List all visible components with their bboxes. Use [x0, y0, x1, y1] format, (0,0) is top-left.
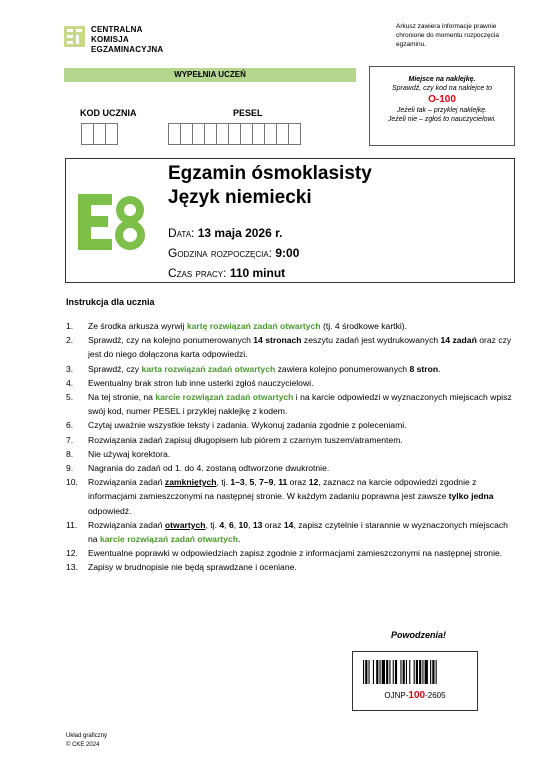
- footer-copyright: © CKE 2024: [66, 742, 100, 748]
- task-number: 6: [228, 519, 234, 530]
- exam-start-label: Godzina rozpoczęcia:: [168, 246, 273, 260]
- student-code-box[interactable]: [105, 123, 118, 145]
- barcode-number: 100: [408, 690, 426, 701]
- instruction-text: ,: [244, 477, 250, 488]
- footer-layout-credit: Układ graficzny: [66, 733, 108, 739]
- instruction-highlight: karcie rozwiązań zadań otwartych: [99, 534, 238, 545]
- instruction-item: [66, 418, 516, 432]
- instruction-number: 4.: [66, 377, 74, 388]
- sticker-code: O-100: [428, 94, 456, 105]
- instruction-item: [66, 390, 516, 418]
- student-code-field[interactable]: [81, 123, 117, 145]
- instruction-text: i na karcie odpowiedzi w wyznaczonych miejscach wpisz swój kod, numer PESEL i przyklej naklejkę z kodem.: [88, 392, 512, 417]
- instruction-text: , tj.: [216, 477, 231, 488]
- barcode-icon: [363, 660, 467, 684]
- logo-line-2: KOMISJA: [91, 35, 129, 44]
- sticker-title: Miejsce na naklejkę.: [408, 76, 476, 83]
- exam-title: Egzamin ósmoklasisty: [168, 163, 372, 184]
- instruction-text: Ewentualne poprawki w odpowiedziach zapisz zgodnie z informacjami zamieszczonymi na następnej stronie.: [88, 548, 503, 559]
- legal-notice: Arkusz zawiera informacje prawnie chronione do momentu rozpoczęcia egzaminu.: [396, 23, 499, 48]
- instruction-bold: 14 stronach: [253, 335, 302, 346]
- barcode-stripe: [369, 660, 370, 684]
- barcode-stripe: [400, 660, 401, 684]
- exam-subject: Język niemiecki: [168, 187, 312, 208]
- sticker-area[interactable]: [369, 66, 515, 146]
- barcode-stripe: [414, 660, 415, 684]
- barcode-stripe: [436, 660, 437, 684]
- instruction-item: [66, 376, 516, 390]
- instruction-text: Czytaj uważnie wszystkie teksty i zadania. Wykonuj zadania zgodnie z poleceniami.: [88, 420, 407, 431]
- instructions-title: Instrukcja dla ucznia: [66, 297, 155, 307]
- pesel-box[interactable]: [288, 123, 301, 145]
- exam-duration-value: 110 minut: [229, 266, 286, 280]
- instruction-text: oraz: [262, 519, 284, 530]
- instruction-highlight: karcie rozwiązań zadań otwartych: [155, 392, 294, 403]
- barcode-stripe: [416, 660, 418, 684]
- instruction-number: 9.: [66, 463, 74, 474]
- instruction-item: 11. Rozwiązania zadań otwartych, tj. 4, 6, 10, 13 oraz 14, zapisz czytelnie i starannie w wyznaczonych miejscach na karcie rozwiązań zadań otwartych.: [66, 519, 508, 545]
- instruction-text: , zaznacz na karcie odpowiedzi zgodnie z informacjami zamieszczonymi na następnej stronie. W każdym zadaniu poprawna jest zawsze: [88, 477, 477, 502]
- instruction-highlight: kartę rozwiązań zadań otwartych: [186, 321, 321, 331]
- task-number: 7–9: [259, 477, 274, 488]
- exam-start-value: 9:00: [275, 246, 300, 260]
- logo-line-3: EGZAMINACYJNA: [91, 45, 164, 54]
- instruction-text: Ze środka arkusza wyrwij: [88, 321, 187, 331]
- barcode-stripe: [380, 660, 381, 684]
- instruction-text: Rozwiązania zadań: [88, 519, 165, 530]
- instruction-text: ,: [224, 519, 229, 530]
- instruction-item: [66, 433, 516, 447]
- exam-date-label: Data:: [168, 226, 195, 240]
- instruction-item: [66, 546, 516, 560]
- instruction-number: 2.: [66, 335, 74, 346]
- barcode-stripe: [419, 660, 421, 684]
- barcode-stripe: [409, 660, 410, 684]
- instruction-text: Nie używaj korektora.: [88, 448, 171, 459]
- exam-date-value: 13 maja 2026 r.: [197, 226, 283, 240]
- pesel-field[interactable]: [168, 123, 300, 145]
- instruction-text: Nagrania do zadań od 1. do 4. zostaną odtworzone dwukrotnie.: [88, 463, 330, 474]
- barcode-stripe: [373, 660, 374, 684]
- barcode-stripe: [365, 660, 367, 684]
- sticker-no-text: Jeżeli nie – zgłoś to nauczycielowi.: [387, 116, 497, 123]
- instruction-underline: zamkniętych: [164, 477, 217, 488]
- barcode-suffix: -2605: [425, 691, 446, 700]
- instruction-text: (tj. 4 środkowe kartki).: [320, 321, 408, 331]
- instruction-text: Zapisy w brudnopisie nie będą sprawdzane i oceniane.: [88, 562, 297, 573]
- instruction-text: ,: [248, 519, 253, 530]
- sticker-yes-text: Jeżeli tak – przyklej naklejkę.: [396, 107, 488, 114]
- instruction-item: [66, 560, 516, 574]
- instruction-number: 13.: [66, 562, 78, 573]
- instruction-bold: 14 zadań: [440, 335, 477, 346]
- task-number: 14: [283, 519, 294, 530]
- instruction-text: Ewentualny brak stron lub inne usterki zgłoś nauczycielowi.: [88, 377, 314, 388]
- task-number: 1–3: [230, 477, 245, 488]
- instruction-number: 1.: [66, 321, 74, 331]
- barcode-stripe: [376, 660, 378, 684]
- task-number: 4: [219, 519, 225, 530]
- barcode-stripe: [422, 660, 423, 684]
- barcode-stripe: [430, 660, 431, 684]
- instruction-underline: otwartych: [164, 519, 206, 530]
- barcode-stripe: [382, 660, 385, 684]
- cke-logo: [64, 25, 194, 55]
- good-luck-text: Powodzenia!: [391, 630, 447, 640]
- instruction-text: Na tej stronie, na: [88, 392, 156, 403]
- instruction-text: oraz czy jest do niego dołączona karta odpowiedzi.: [88, 335, 512, 360]
- task-number: 11: [278, 477, 288, 488]
- exam-date: [168, 225, 282, 241]
- barcode-stripe: [363, 660, 364, 684]
- instruction-number: 5.: [66, 392, 74, 403]
- cke-logo-text: [91, 25, 163, 55]
- instruction-text: ,: [273, 477, 279, 488]
- instruction-number: 7.: [66, 434, 74, 445]
- instruction-text: zeszytu zadań jest wydrukowanych: [301, 335, 441, 346]
- instruction-highlight: karta rozwiązań zadań otwartych: [141, 363, 276, 374]
- instruction-bold: tylko jedna: [448, 491, 494, 502]
- instruction-item: [66, 475, 516, 518]
- barcode-stripe: [395, 660, 397, 684]
- instruction-text: zawiera kolejno ponumerowanych: [275, 363, 410, 374]
- instruction-text: ,: [233, 519, 239, 530]
- instruction-text: , tj.: [205, 519, 220, 530]
- instruction-number: 10.: [66, 477, 78, 488]
- instruction-text: ,: [254, 477, 260, 488]
- instruction-number: 6.: [66, 420, 74, 431]
- instruction-number: 8.: [66, 448, 74, 459]
- instruction-text: , zapisz czytelnie i starannie w wyznaczonych miejscach na: [88, 519, 508, 545]
- instruction-bold: 8 stron: [409, 363, 439, 374]
- footer: [66, 732, 107, 750]
- instructions-list: [66, 319, 516, 575]
- barcode-stripe: [406, 660, 407, 684]
- instruction-item: 3. Sprawdź, czy karta rozwiązań zadań otwartych zawiera kolejno ponumerowanych 8 stron.: [66, 362, 516, 376]
- instruction-item: [66, 447, 516, 461]
- barcode-stripe: [393, 660, 394, 684]
- barcode-stripe: [389, 660, 390, 684]
- exam-duration-label: Czas pracy:: [168, 266, 227, 280]
- barcode-stripe: [386, 660, 388, 684]
- instruction-number: 12.: [66, 548, 78, 559]
- exam-start-time: [168, 245, 299, 261]
- barcode-label: [353, 690, 477, 701]
- instruction-number: 3.: [66, 363, 74, 374]
- e8-logo-icon: [76, 192, 148, 252]
- instruction-text: oraz: [287, 477, 309, 488]
- cke-logo-mark-icon: [64, 26, 85, 47]
- barcode-prefix: OJNP-: [384, 691, 409, 700]
- barcode-stripe: [425, 660, 428, 684]
- instruction-number: 11.: [66, 519, 78, 530]
- instruction-text: Sprawdź, czy: [88, 363, 142, 374]
- task-number: 5: [249, 477, 255, 488]
- instruction-text: Rozwiązania zadań: [88, 477, 165, 488]
- exam-duration: [168, 265, 285, 281]
- pesel-label: PESEL: [233, 108, 263, 118]
- instruction-item: [66, 461, 516, 475]
- logo-line-1: CENTRALNA: [91, 25, 143, 34]
- instruction-text: Rozwiązania zadań zapisuj długopisem lub piórem z czarnym tuszem/atramentem.: [88, 434, 403, 445]
- instruction-item: [66, 333, 516, 361]
- instruction-item: [66, 319, 516, 333]
- instruction-text: Sprawdź, czy na kolejno ponumerowanych: [88, 335, 254, 346]
- barcode-stripe: [403, 660, 405, 684]
- student-code-label: KOD UCZNIA: [80, 108, 137, 118]
- barcode-box: [352, 651, 478, 711]
- task-number: 13: [252, 519, 263, 530]
- fill-by-student-bar: WYPEŁNIA UCZEŃ: [64, 68, 356, 82]
- sticker-check-text: Sprawdź, czy kod na naklejce to: [392, 85, 492, 92]
- task-number: 12: [308, 477, 319, 488]
- barcode-stripe: [432, 660, 434, 684]
- instruction-text: odpowiedź.: [88, 505, 132, 516]
- task-number: 10: [238, 519, 249, 530]
